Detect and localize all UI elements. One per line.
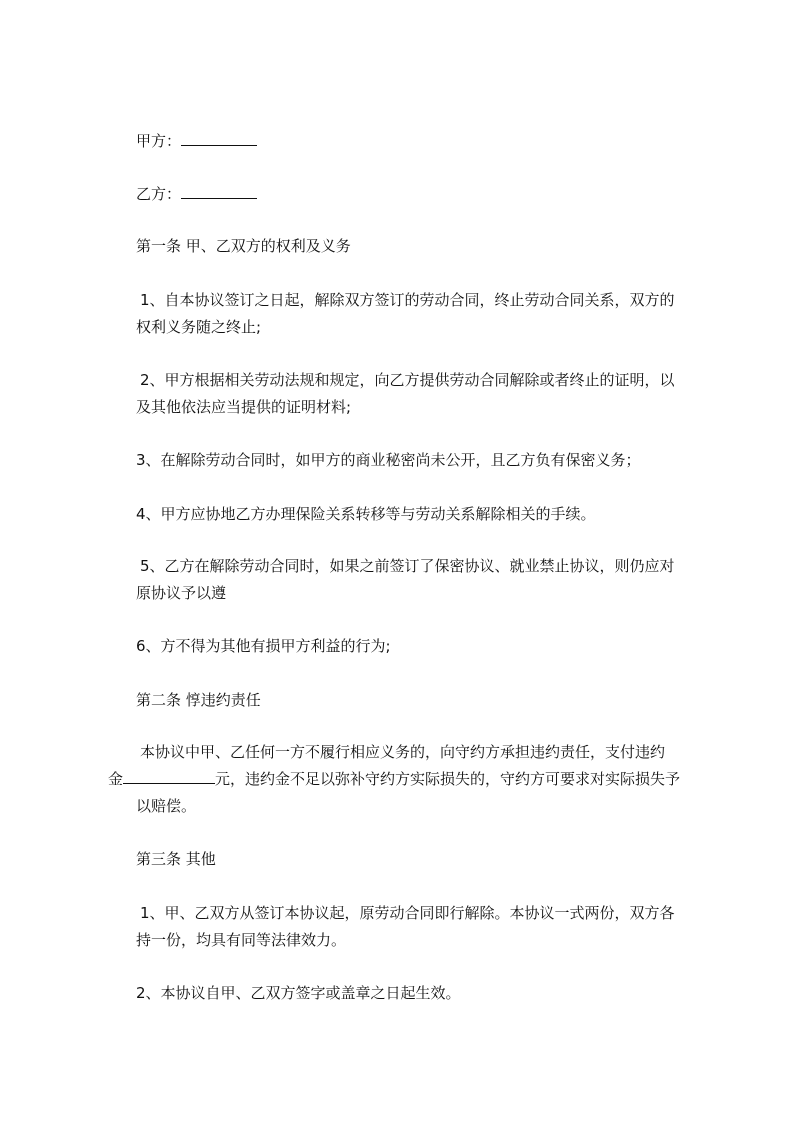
article-1-item-1: 1、自本协议签订之日起，解除双方签订的劳动合同，终止劳动合同关系，双方的 权利义务随之终止; [136,291,675,336]
article-1-heading: 第一条 甲、乙双方的权利及义务 [136,237,351,255]
article-1-item-2: 2、甲方根据相关劳动法规和规定，向乙方提供劳动合同解除或者终止的证明，以 及其他依法应当提供的证明材料; [136,371,675,416]
article-1-item-6: 6、方不得为其他有损甲方利益的行为; [136,637,391,655]
party-b-line [136,181,257,208]
article-2-heading: 第二条 惇违约责任 [136,691,261,709]
article-3-heading: 第三条 其他 [136,850,216,868]
article-1-item-4: 4、甲方应协地乙方办理保险关系转移等与劳动关系解除相关的手续。 [136,505,596,523]
article-3-item-2: 2、本协议自甲、乙双方签字或盖章之日起生效。 [136,984,461,1002]
penalty-suffix: 元，违约金不足以弥补守约方实际损失的，守约方可要求对实际损失予 [215,770,681,788]
party-a-line [136,128,257,155]
article-1-item-5: 5、乙方在解除劳动合同时，如果之前签订了保密协议、就业禁止协议，则仍应对 原协议予以遵 [136,557,675,602]
penalty-prefix: 金 [108,770,124,788]
party-a-blank [181,130,257,146]
party-a-label: 甲方： [136,132,182,150]
article-3-item-1: 1、甲、乙双方从签订本协议起，原劳动合同即行解除。本协议一式两份，双方各 持一份，均具有同等法律效力。 [136,904,675,949]
article-1-item-3: 3、在解除劳动合同时，如甲方的商业秘密尚未公开，且乙方负有保密义务； [136,451,641,469]
party-b-label: 乙方： [136,185,182,203]
penalty-amount-blank [123,768,215,784]
party-b-blank [181,183,257,199]
article-2-body: 本协议中甲、乙任何一方不履行相应义务的，向守约方承担违约责任，支付违约 金 元，违约金不足以弥补守约方实际损失的，守约方可要求对实际损失予 以赔偿。 [108,743,681,815]
